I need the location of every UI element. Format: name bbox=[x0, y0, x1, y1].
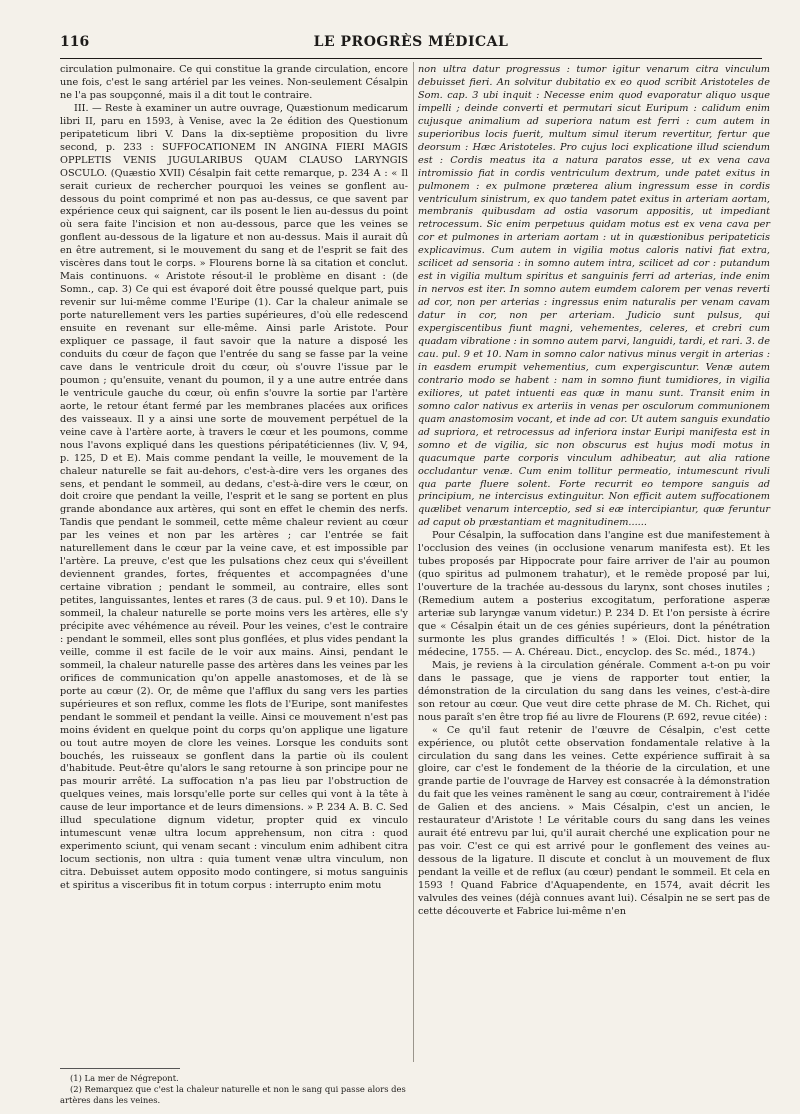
footnotes bbox=[60, 1068, 408, 1106]
column-divider bbox=[413, 62, 414, 1062]
footnote-rule bbox=[60, 1068, 180, 1069]
paragraph: III. — Reste à examiner un autre ouvrage, Quæstionum medicarum libri II, paru en 1593, à Venise, avec la 2e édition des Questionum peripateticum libri V. Dans la dix-septième proposition du livre second, p. 233 : SUFFOCATIONEM IN ANGINA FIERI MAGIS OPPLETIS VENIS JUGULARIBUS QUAM CLAUSO LARYNGIS OSCULO. (Quæstio XVII) Césalpin fait cette remarque, p. 234 A : « Il serait curieux de rechercher pourquoi les veines se gonflent au-dessous du point comprimé et non pas au-dessus, ce que savent par expérience ceux qui saignent, car ils posent le lien au-dessus du point où sera faite l'incision et non au-dessous, parce que les veines se gonflent au-dessous de la ligature et non au-dessus. Mais il aurait dû en être autrement, si le mouvement du sang et de l'esprit se fait des viscères dans tout le corps. » Flourens borne là sa citation et conclut. Mais continuons. « Aristote résout-il le problème en disant : (de Somn., cap. 3) Ce qui est évaporé doit être poussé quelque part, puis revenir sur lui-même comme l'Euripe (1). Car la chaleur animale se porte naturellement vers les parties supérieures, d'où elle redescend ensuite en revenant sur elle-même. Ainsi parle Aristote. Pour expliquer ce passage, il faut savoir que la nature a disposé les conduits du cœur de façon que l'entrée du sang se fasse par la veine cave dans le ventricule droit du cœur, où s'ouvre l'issue par le poumon ; qu'ensuite, venant du poumon, il y a une autre entrée dans le ventricule gauche du cœur, où enfin s'ouvre la sortie par l'artère aorte, le retour étant fermé par les membranes placées aux orifices des vaisseaux. Il y a ainsi une sorte de mouvement perpétuel de la veine cave à l'artère aorte, à travers le cœur et les poumons, comme nous l'avons expliqué dans les questions péripatéticiennes (liv. V, 94, p. 125, D et E). Mais comme pendant la veille, le mouvement de la chaleur naturelle se fait au-dehors, c'est-à-dire vers les organes des sens, et pendant le sommeil, au dedans, c'est-à-dire vers le cœur, on doit croire que pendant la veille, l'esprit et le sang se portent en plus grande abondance aux artères, qui sont en effet le chemin des nerfs. Tandis que pendant le sommeil, cette même chaleur revient au cœur par les veines et non par les artères ; car l'entrée se fait naturellement dans le cœur par la veine cave, et est impossible par l'artère. La preuve, c'est que les pulsations chez ceux qui s'éveillent deviennent grandes, fortes, fréquentes et accompagnées d'une certaine vibration ; pendant le sommeil, au contraire, elles sont petites, languissantes, lentes et rares (3 de caus. pul. 9 et 10). Dans le sommeil, la chaleur naturelle se porte moins vers les artères, elle s'y précipite avec véhémence au réveil. Pour les veines, c'est le contraire : pendant le sommeil, elles sont plus gonflées, et plus vides pendant la veille, comme il est facile de le voir aux mains. Ainsi, pendant le sommeil, la chaleur naturelle passe des artères dans les veines par les orifices de communication qu'on appelle anastomoses, et de là se porte au cœur (2). Or, de même que l'afflux du sang vers les parties supérieures et son reflux, comme les flots de l'Euripe, sont manifestes pendant le sommeil et pendant la veille. Ainsi ce mouvement n'est pas moins évident en quelque point du corps qu'on applique une ligature ou tout autre moyen de clore les veines. Lorsque les conduits sont bouchés, les ruisseaux se gonflent dans la partie où ils coulent d'habitude. Peut-être qu'alors le sang retourne à son principe pour ne pas mourir arrêté. La suffocation n'a pas lieu par l'obstruction de quelques veines, mais lorsqu'elle porte sur celles qui vont à la tête à cause de leur importance et de leurs dimensions. » P. 234 A. B. C. Sed illud speculatione dignum videtur, propter quid ex vinculo intumescunt venæ ultra locum apprehensum, non citra : quod experimento sciunt, qui venam secant : vinculum enim adhibent citra locum sectionis, non ultra : quia tument venæ ultra vinculum, non citra. Debuisset autem opposito modo contingere, si motus sanguinis et spiritus a visceribus fit in totum corpus : interrupto enim motu bbox=[60, 102, 408, 892]
footnote: (2) Remarquez que c'est la chaleur naturelle et non le sang qui passe alors des artères dans les veines. bbox=[60, 1084, 406, 1105]
paragraph: circulation pulmonaire. Ce qui constitue la grande circulation, encore une fois, c'est le sang artériel par les veines. Non-seulement Césalpin ne l'a pas soupçonné, mais il a dit tout le contraire. bbox=[60, 64, 408, 101]
quoted-passage: « Ce qu'il faut retenir de l'œuvre de Césalpin, c'est cette expérience, ou plutôt cette observation fondamentale relative à la circulation du sang dans les veines. Cette expérience suffirait à sa gloire, car c'est le fondement de la théorie de la circulation, et une grande partie de l'ouvrage de Harvey est consacrée à la démonstration du fait que les veines ramènent le sang au cœur, contrairement à l'idée de Galien et des anciens. » Mais Césalpin, c'est un ancien, le restaurateur d'Aristote ! Le véritable cours du sang dans les veines aurait été entrevu par lui, qu'il aurait cherché une explication pour ne pas voir. C'est ce qui est arrivé pour le gonflement des veines au-dessous de la ligature. Il discute et conclut à un mouvement de flux pendant la veille et de reflux (au cœur) pendant le sommeil. Et cela en 1593 ! Quand Fabrice d'Aquapendente, en 1574, avait décrit les valvules des veines (déjà connues avant lui). Césalpin ne se sert pas de cette découverte et Fabrice lui-même n'en bbox=[418, 724, 770, 917]
paragraph: Mais, je reviens à la circulation générale. Comment a-t-on pu voir dans le passage, que je viens de rapporter tout entier, la démonstration de la circulation du sang dans les veines, c'est-à-dire son retour au cœur. Que veut dire cette phrase de M. Ch. Richet, qui nous paraît s'en être trop fié au livre de Flourens (P. 692, revue citée) : bbox=[418, 659, 770, 723]
paragraph: Pour Césalpin, la suffocation dans l'angine est due manifestement à l'occlusion des veines (in occlusione venarum manifesta est). Et les tubes proposés par Hippocrate pour faire arriver de l'air au poumon (quo spiritus ad pulmonem trahatur), et le remède proposé par lui, l'ouverture de la trachée au-dessous du larynx, sont choses inutiles ; (Remedium autem a posterius excogitatum, perforatione asperæ arteriæ sub laryngæ vanum videtur.) P. 234 D. Et l'on persiste à écrire que « Césalpin était un de ces génies supérieurs, dont la pénétration surmonte les plus grandes difficultés ! » (Eloi. Dict. histor de la médecine, 1755. — A. Chéreau. Dict., encyclop. des Sc. méd., 1874.) bbox=[418, 530, 770, 658]
right-column bbox=[418, 64, 770, 919]
journal-title: LE PROGRÈS MÉDICAL bbox=[313, 34, 509, 50]
footnote: (1) La mer de Négrepont. bbox=[70, 1073, 179, 1083]
page-header bbox=[60, 34, 762, 56]
header-rule bbox=[60, 58, 762, 59]
page-number: 116 bbox=[60, 34, 90, 50]
latin-quotation: non ultra datur progressus : tumor igitur venarum citra vinculum debuisset fieri. An solvitur dubitatio ex eo quod scribit Aristoteles de Som. cap. 3 ubi inquit : Necesse enim quod evaporatur aliquo usque impelli ; deinde converti et permutari sicut Euripum : calidum enim cujusque animalium ad superiora natum est ferri : cum autem in superioribus locis fuerit, multum simul iterum revertitur, fertur que deorsum : Hæc Aristoteles. Pro cujus loci explicatione illud sciendum est : Cordis meatus ita a natura paratos esse, ut ex vena cava intromissio fiat in cordis ventriculum dextrum, unde patet exitus in pulmonem : ex pulmone præterea alium ingressum esse in cordis ventriculum sinistrum, ex quo tandem patet exitus in arteriam aortam, membranis quibusdam ad ostia vasorum appositis, ut impediant retrocessum. Sic enim perpetuus quidam motus est ex vena cava per cor et pulmones in arteriam aortam : ut in quæstionibus peripateticis explicavimus. Cum autem in vigilia motus caloris nativi fiat extra, scilicet ad sensoria : in somno autem intra, scilicet ad cor : putandum est in vigilia multum spiritus et sanguinis ferri ad arterias, inde enim in nervos est iter. In somno autem eumdem calorem per venas reverti ad cor, non per arterias : ingressus enim naturalis per venam cavam datur in cor, non per arteriam. Judicio sunt pulsus, qui expergiscentibus fiunt magni, vehementes, celeres, et crebri cum quadam vibratione : in somno autem parvi, languidi, tardi, et rari. 3. de cau. pul. 9 et 10. Nam in somno calor nativus minus vergit in arterias : in easdem erumpit vehementius, cum expergiscuntur. Venæ autem contrario modo se habent : nam in somno fiunt tumidiores, in vigilia exiliores, ut patet intuenti eas quæ in manu sunt. Transit enim in somno calor nativus ex arteriis in venas per osculorum communionem quam anastomosim vocant, et inde ad cor. Ut autem sanguis exundatio ad supriora, et retrocessus ad inferiora instar Euripi manifesta est in somno et de vigilia, sic non obscurus est hujus modi motus in quacumque parte corporis vinculum adhibeatur, aut alia ratione occludantur venæ. Cum enim tollitur permeatio, intumescunt rivuli qua parte fluere solent. Forte recurrit eo tempore sanguis ad principium, ne intercisus extinguitur. Non efficit autem suffocationem quælibet venarum interceptio, sed si eæ intercipiantur, quæ feruntur ad caput ob præstantiam et magnitudinem...... bbox=[418, 64, 770, 529]
left-column bbox=[60, 64, 408, 893]
